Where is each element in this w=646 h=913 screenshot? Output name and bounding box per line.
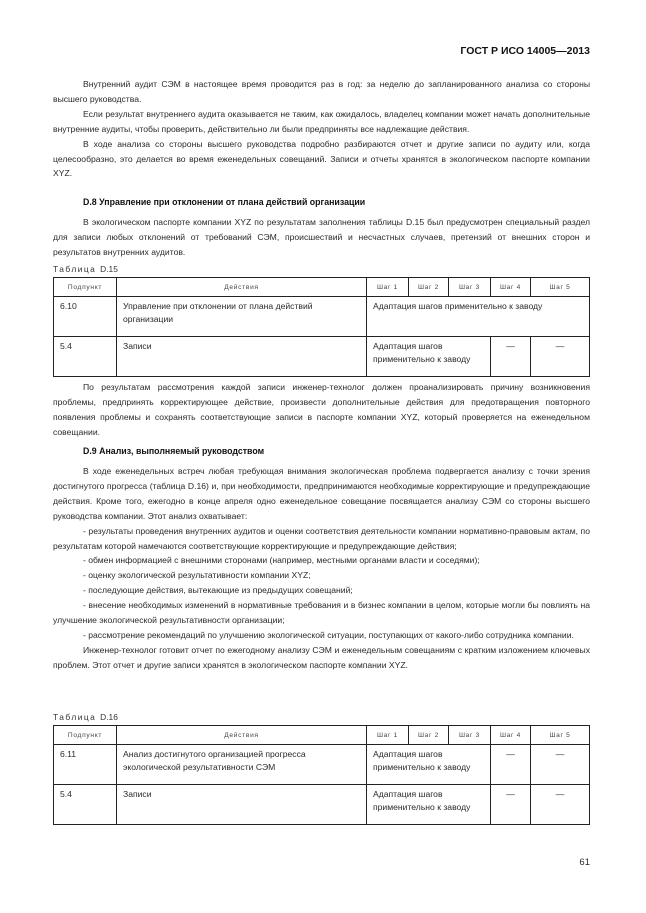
col-header: Действия	[117, 278, 367, 297]
paragraph-after-d15: По результатам рассмотрения каждой записи инженер-технолог должен проанализировать причину возникновения проблемы, предпринять корректирующее действие, произвести дополнительные действия для предотвращения повторного появления проблемы и сохранять соответствующие записи в паспорте компании XYZ, который проверяется на еженедельном совещании.	[53, 382, 590, 437]
table-d16	[53, 725, 590, 825]
col-header: Шаг 1	[367, 726, 409, 745]
table-d16-block	[53, 712, 590, 825]
col-header: Подпункт	[54, 726, 117, 745]
table-header-row	[54, 726, 590, 745]
table-d15	[53, 277, 590, 377]
paragraph: Внутренний аудит СЭМ в настоящее время проводится раз в год: за неделю до запланированного анализа со стороны высшего руководства.	[53, 79, 590, 104]
table-row: 5.4 Записи Адаптация шагов применительно к заводу — —	[54, 785, 590, 825]
section-heading: D.8 Управление при отклонении от плана действий организации	[83, 197, 366, 207]
intro-section	[53, 77, 590, 181]
col-header: Шаг 4	[491, 278, 531, 297]
table-header-row	[54, 278, 590, 297]
col-header: Шаг 5	[531, 278, 590, 297]
paragraph: Если результат внутреннего аудита оказывается не таким, как ожидалось, владелец компании может начать дополнительные внутренние аудиты, чтобы проверить, действительно ли были предприняты все надлежащие действия.	[53, 108, 590, 134]
col-header: Действия	[117, 726, 367, 745]
paragraph: В экологическом паспорте компании XYZ по результатам заполнения таблицы D.15 был предусмотрен специальный раздел для записи любых отклонений от требований СЭМ, происшествий и несчастных случаев, претензий от внешних сторон и результатов внутренних аудитов.	[53, 217, 590, 257]
col-header: Шаг 3	[449, 278, 491, 297]
col-header: Шаг 2	[409, 278, 449, 297]
col-header: Шаг 4	[491, 726, 531, 745]
col-header: Шаг 1	[367, 278, 409, 297]
table-caption: Таблица D.15	[53, 264, 118, 274]
col-header: Шаг 2	[409, 726, 449, 745]
table-caption: Таблица D.16	[53, 712, 118, 722]
section-d9: D.9 Анализ, выполняемый руководством В ходе еженедельных встреч любая требующая внимания экологическая проблема подвергается анализу с точки зрения достигнутого прогресса (таблица D.16) и, при необходимости, предпринимаются необходимые корректирующие и предупреждающие действия. Кроме того, ежегодно в конце апреля одно еженедельное совещание посвящается анализу СЭМ со стороны высшего руководства компании. Этот анализ охватывает: - результаты проведения внутренних аудитов и оценки соответствия деятельности компании нормативно-правовым актам, по результатам которой намечаются соответствующие корректирующие и предупреждающие действия; - обмен информацией с внешними сторонами (например, местными органами власти и соседями); - оценку экологической результативности компании XYZ; - последующие действия, вытекающие из предыдущих совещаний; - внесение необходимых изменений в нормативные требования и в бизнес компании в целом, которые могли бы повлиять на улучшение экологической результативности организации; - рассмотрение рекомендаций по улучшению экологической ситуации, поступающих от какого-либо сотрудника компании. Инженер-технолог готовит отчет по ежегодному анализу СЭМ и еженедельным совещаниям с кратким изложением ключевых проблем. Этот отчет и другие записи хранятся в экологическом паспорте компании XYZ.	[53, 446, 590, 670]
table-row: 5.4 Записи Адаптация шагов применительно к заводу — —	[54, 337, 590, 377]
section-heading: D.9 Анализ, выполняемый руководством	[83, 446, 265, 456]
table-row: 6.11 Анализ достигнутого организацией прогресса экологической результативности СЭМ Адаптация шагов применительно к заводу — —	[54, 745, 590, 785]
col-header: Шаг 5	[531, 726, 590, 745]
page-number: 61	[579, 857, 590, 868]
section-d8	[53, 195, 590, 260]
col-header: Подпункт	[54, 278, 117, 297]
table-row: 6.10 Управление при отклонении от плана действий организации Адаптация шагов применительно к заводу	[54, 297, 590, 337]
table-d15-block	[53, 264, 590, 377]
document-header: ГОСТ Р ИСО 14005—2013	[460, 45, 590, 57]
col-header: Шаг 3	[449, 726, 491, 745]
paragraph: В ходе анализа со стороны высшего руководства подробно разбираются отчет и другие записи по аудиту или, когда целесообразно, это делается во время еженедельных совещаний. Записи и отчеты хранятся в экологическом паспорте компании XYZ.	[53, 138, 590, 179]
